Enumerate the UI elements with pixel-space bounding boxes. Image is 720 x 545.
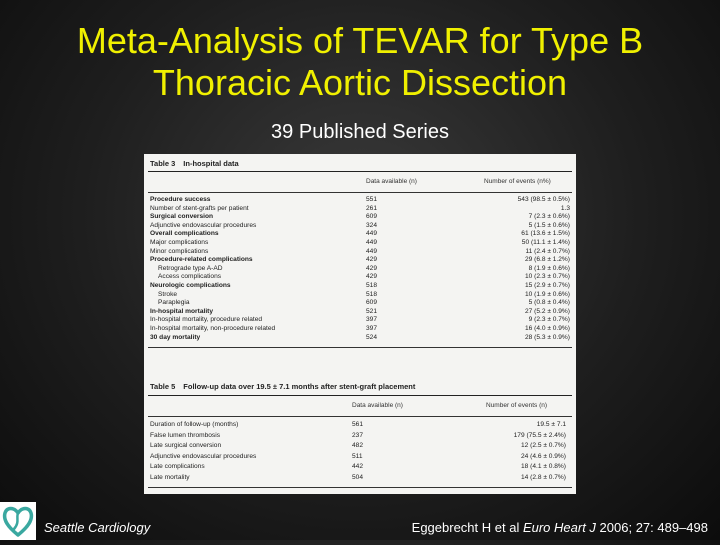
- table-row: [144, 256, 576, 265]
- slide-title: [0, 20, 720, 104]
- row-events: 10 (1.9 ± 0.6%): [524, 290, 570, 298]
- row-events: 12 (2.5 ± 0.7%): [520, 442, 566, 449]
- row-events: 543 (98.5 ± 0.5%): [517, 196, 570, 203]
- row-data-available: 449: [366, 247, 378, 255]
- row-label: Overall complications: [150, 230, 219, 238]
- row-label: Duration of follow-up (months): [150, 421, 239, 428]
- row-label: Paraplegia: [158, 299, 190, 307]
- row-label: Retrograde type A-AD: [158, 264, 223, 272]
- row-data-available: 449: [366, 230, 378, 238]
- row-data-available: 482: [352, 442, 364, 449]
- row-data-available: 449: [366, 238, 378, 246]
- row-label: In-hospital mortality, non-procedure related: [150, 324, 276, 332]
- row-events: 5 (1.5 ± 0.6%): [528, 221, 570, 229]
- row-events: 10 (2.3 ± 0.7%): [524, 273, 570, 281]
- footer-organization: Seattle Cardiology: [44, 520, 151, 535]
- row-data-available: 609: [366, 299, 378, 307]
- row-label: Access complications: [158, 273, 222, 281]
- row-events: 18 (4.1 ± 0.8%): [520, 463, 566, 470]
- row-data-available: 429: [366, 264, 378, 272]
- table-row: [144, 462, 576, 473]
- table-3-body: [144, 196, 576, 342]
- row-events: 9 (2.3 ± 0.7%): [528, 316, 570, 324]
- table-row: [144, 196, 576, 205]
- table-row: [144, 420, 576, 431]
- row-events: 14 (2.8 ± 0.7%): [520, 473, 566, 481]
- table-row: [144, 308, 576, 317]
- row-data-available: 609: [366, 213, 378, 221]
- row-data-available: 429: [366, 273, 378, 281]
- row-label: In-hospital mortality, procedure related: [150, 316, 263, 324]
- row-data-available: 518: [366, 290, 378, 298]
- citation-details: 2006; 27: 489–498: [595, 520, 708, 535]
- row-label: Late surgical conversion: [150, 442, 222, 449]
- row-events: 5 (0.8 ± 0.4%): [528, 299, 570, 307]
- table-row: [144, 213, 576, 222]
- table-row: [144, 291, 576, 300]
- row-events: 16 (4.0 ± 0.9%): [524, 324, 570, 332]
- table-3-top-rule: [148, 171, 572, 172]
- table-3-col-available: Data available (n): [366, 178, 417, 185]
- row-label: Procedure success: [150, 196, 211, 203]
- row-data-available: 504: [352, 473, 364, 481]
- row-label: False lumen thrombosis: [150, 431, 220, 439]
- table-5-col-events: Number of events (n): [486, 402, 548, 409]
- table-row: [144, 248, 576, 257]
- row-data-available: 521: [366, 307, 378, 315]
- table-row: [144, 222, 576, 231]
- citation-authors: Eggebrecht H et al: [411, 520, 523, 535]
- row-data-available: 397: [366, 316, 378, 324]
- journal-table-image: [144, 154, 576, 494]
- table-5-header-rule: [148, 416, 572, 417]
- row-label: Neurologic complications: [150, 281, 231, 289]
- row-data-available: 442: [352, 463, 364, 470]
- row-events: 19.5 ± 7.1: [536, 421, 566, 428]
- row-data-available: 261: [366, 204, 378, 212]
- row-label: Procedure-related complications: [150, 256, 253, 264]
- row-label: Stroke: [158, 290, 178, 298]
- table-row: [144, 273, 576, 282]
- row-events: 29 (6.8 ± 1.2%): [524, 256, 570, 264]
- row-label: Adjunctive endovascular procedures: [150, 221, 257, 229]
- row-label: Late complications: [150, 463, 205, 470]
- table-5-body: [144, 420, 576, 483]
- table-row: [144, 282, 576, 291]
- table-5-bottom-rule: [148, 487, 572, 488]
- row-data-available: 551: [366, 196, 378, 203]
- citation-journal: Euro Heart J: [522, 520, 596, 535]
- table-row: [144, 299, 576, 308]
- row-data-available: 561: [352, 421, 364, 428]
- row-label: Surgical conversion: [150, 213, 214, 221]
- row-data-available: 524: [366, 333, 378, 341]
- table-5-label: Table 5: [150, 382, 176, 391]
- table-3-caption: [150, 159, 239, 168]
- table-row: [144, 325, 576, 334]
- table-5-top-rule: [148, 395, 572, 396]
- table-row: [144, 431, 576, 442]
- table-row: [144, 239, 576, 248]
- row-events: 15 (2.9 ± 0.7%): [524, 281, 570, 289]
- slide-subtitle: 39 Published Series: [271, 121, 449, 143]
- table-row: [144, 205, 576, 214]
- row-label: Number of stent-grafts per patient: [150, 204, 249, 212]
- logo: [0, 502, 36, 540]
- row-events: 24 (4.6 ± 0.9%): [520, 452, 566, 460]
- slide-title-line-2: Thoracic Aortic Dissection: [152, 62, 568, 103]
- row-data-available: 518: [366, 281, 378, 289]
- table-5-col-available: Data available (n): [352, 402, 403, 409]
- row-events: 27 (5.2 ± 0.9%): [524, 307, 570, 315]
- footer-citation: [412, 520, 708, 535]
- row-label: 30 day mortality: [150, 333, 201, 341]
- row-events: 7 (2.3 ± 0.6%): [528, 213, 570, 221]
- table-row: [144, 441, 576, 452]
- row-label: Late mortality: [150, 473, 190, 481]
- row-label: In-hospital mortality: [150, 307, 214, 315]
- table-3-label: Table 3: [150, 159, 176, 168]
- row-events: 61 (13.6 ± 1.5%): [521, 230, 570, 238]
- row-events: 50 (11.1 ± 1.4%): [521, 238, 570, 246]
- table-5-title: Follow-up data over 19.5 ± 7.1 months after stent-graft placement: [183, 382, 416, 391]
- table-3-bottom-rule: [148, 347, 572, 348]
- table-row: [144, 334, 576, 343]
- row-events: 28 (5.3 ± 0.9%): [524, 333, 570, 341]
- row-data-available: 324: [366, 221, 378, 229]
- table-3-col-events: Number of events (n%): [484, 178, 551, 185]
- row-data-available: 429: [366, 256, 378, 264]
- row-data-available: 511: [352, 452, 363, 460]
- row-label: Adjunctive endovascular procedures: [150, 452, 257, 460]
- table-row: [144, 316, 576, 325]
- table-row: [144, 452, 576, 463]
- row-data-available: 237: [352, 431, 364, 439]
- row-events: 8 (1.9 ± 0.6%): [528, 264, 570, 272]
- row-events: 1.3: [560, 204, 570, 212]
- table-3-header-rule: [148, 192, 572, 193]
- table-row: [144, 473, 576, 484]
- row-label: Major complications: [150, 238, 209, 246]
- table-3-title: In-hospital data: [183, 159, 239, 168]
- row-events: 11 (2.4 ± 0.7%): [525, 247, 570, 255]
- row-events: 179 (75.5 ± 2.4%): [513, 431, 566, 439]
- table-row: [144, 265, 576, 274]
- row-data-available: 397: [366, 324, 378, 332]
- slide-title-line-1: Meta-Analysis of TEVAR for Type B: [76, 20, 644, 61]
- row-label: Minor complications: [150, 247, 209, 255]
- heart-ribbon-icon: [0, 502, 36, 540]
- table-row: [144, 230, 576, 239]
- table-5-caption: [150, 382, 415, 391]
